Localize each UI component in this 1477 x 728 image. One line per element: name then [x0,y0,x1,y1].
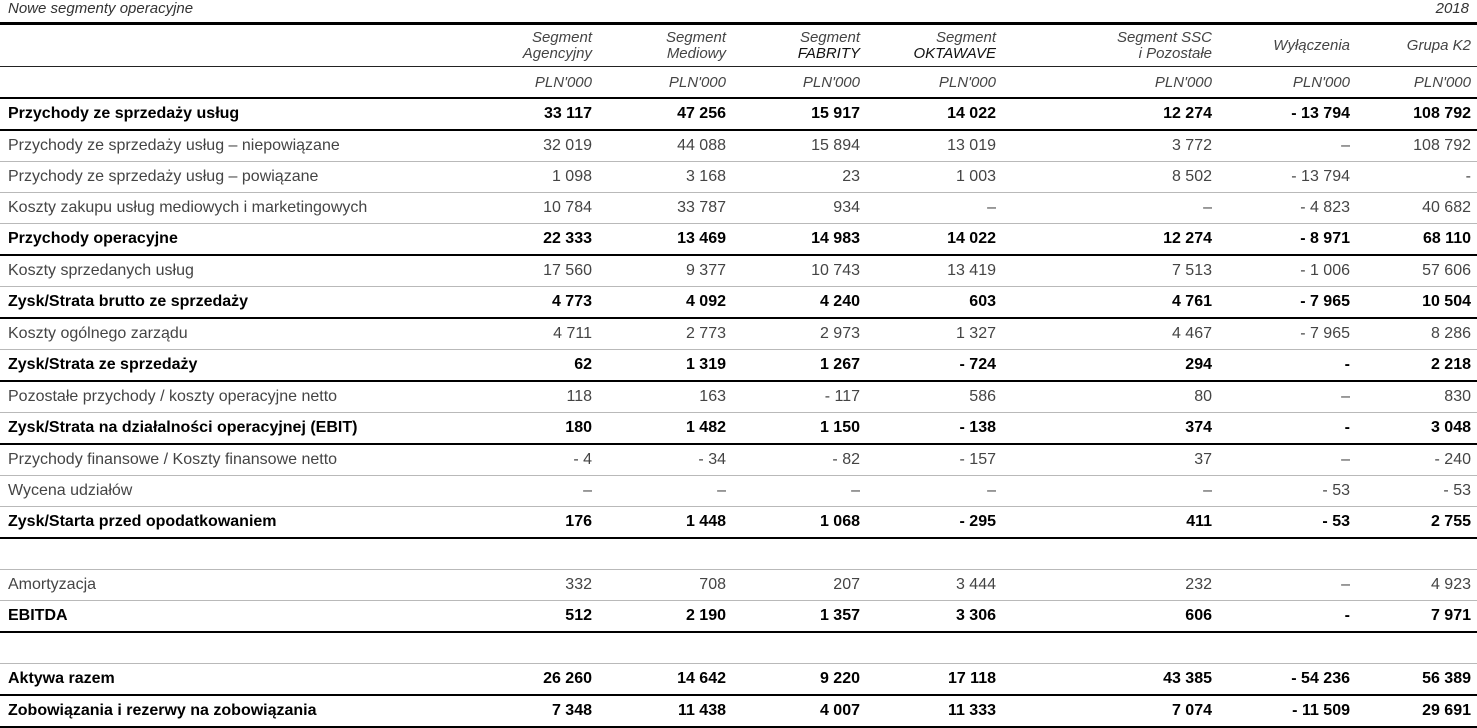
cell-value: 4 923 [1356,570,1477,601]
cell-value: 1 098 [470,162,598,193]
cell-value: - 53 [1218,476,1356,507]
cell-value: - 11 509 [1218,695,1356,727]
table-row [0,695,1477,727]
table-row [0,255,1477,287]
cell-value: 2 773 [598,318,732,350]
cell-value: 934 [732,193,866,224]
cell-value: 9 377 [598,255,732,287]
cell-value: 708 [598,570,732,601]
cell-value: 22 333 [470,224,598,256]
cell-value: 411 [1002,507,1218,539]
cell-value: – [866,193,1002,224]
cell-value: 29 691 [1356,695,1477,727]
row-label: Zysk/Strata brutto ze sprzedaży [0,287,470,319]
col-header-agencyjny: Segment Agencyjny [470,25,598,67]
table-body [0,98,1477,727]
cell-value: 4 467 [1002,318,1218,350]
unit-label: PLN'000 [470,67,598,99]
col-header-fabrity: Segment FABRITY [732,25,866,67]
table-row [0,318,1477,350]
cell-value: 14 022 [866,98,1002,130]
cell-value: 68 110 [1356,224,1477,256]
report-year: 2018 [1435,0,1469,17]
cell-value: - 7 965 [1218,287,1356,319]
cell-value: – [1002,193,1218,224]
cell-value: 15 917 [732,98,866,130]
table-row [0,664,1477,696]
cell-value: 108 792 [1356,98,1477,130]
cell-value: 80 [1002,381,1218,413]
cell-value: - 13 794 [1218,162,1356,193]
row-label: Zysk/Strata na działalności operacyjnej (EBIT) [0,413,470,445]
cell-value: 4 711 [470,318,598,350]
col-header-mediowy: Segment Mediowy [598,25,732,67]
cell-value: 7 074 [1002,695,1218,727]
cell-value: 26 260 [470,664,598,696]
cell-value: 1 448 [598,507,732,539]
cell-value: - 53 [1356,476,1477,507]
cell-value: – [866,476,1002,507]
cell-value: - 54 236 [1218,664,1356,696]
cell-value: 7 348 [470,695,598,727]
cell-value: 207 [732,570,866,601]
table-row [0,224,1477,256]
cell-value: - 34 [598,444,732,476]
report-title: Nowe segmenty operacyjne [8,0,194,17]
row-label: Amortyzacja [0,570,470,601]
unit-label: PLN'000 [866,67,1002,99]
cell-value: – [1218,444,1356,476]
cell-value: - 4 823 [1218,193,1356,224]
cell-value: 13 419 [866,255,1002,287]
cell-value: - 7 965 [1218,318,1356,350]
spacer-row [0,632,1477,664]
row-label: Przychody ze sprzedaży usług [0,98,470,130]
cell-value: 9 220 [732,664,866,696]
cell-value: 512 [470,601,598,633]
cell-value: – [732,476,866,507]
cell-value: 176 [470,507,598,539]
table-row [0,413,1477,445]
cell-value: 1 327 [866,318,1002,350]
cell-value: – [1218,381,1356,413]
cell-value: 118 [470,381,598,413]
cell-value: 4 761 [1002,287,1218,319]
cell-value: 33 117 [470,98,598,130]
cell-value: - [1218,601,1356,633]
table-row [0,444,1477,476]
table-row [0,476,1477,507]
table-row [0,381,1477,413]
cell-value: 586 [866,381,1002,413]
row-label: Koszty zakupu usług mediowych i marketingowych [0,193,470,224]
col-header-wylaczenia: Wyłączenia [1218,25,1356,67]
cell-value: - 4 [470,444,598,476]
cell-value: 10 784 [470,193,598,224]
cell-value: 14 022 [866,224,1002,256]
row-label: Przychody ze sprzedaży usług – powiązane [0,162,470,193]
cell-value: 40 682 [1356,193,1477,224]
row-label: Przychody finansowe / Koszty finansowe netto [0,444,470,476]
table-row [0,98,1477,130]
cell-value: 294 [1002,350,1218,382]
unit-label: PLN'000 [1218,67,1356,99]
cell-value: 3 168 [598,162,732,193]
cell-value: 11 438 [598,695,732,727]
table-row [0,287,1477,319]
cell-value: 3 306 [866,601,1002,633]
cell-value: 603 [866,287,1002,319]
cell-value: 13 019 [866,130,1002,162]
segment-header-row [0,25,1477,67]
cell-value: 44 088 [598,130,732,162]
cell-value: 180 [470,413,598,445]
cell-value: - 117 [732,381,866,413]
cell-value: 56 389 [1356,664,1477,696]
cell-value: 32 019 [470,130,598,162]
cell-value: 14 983 [732,224,866,256]
cell-value: 1 319 [598,350,732,382]
cell-value: 14 642 [598,664,732,696]
cell-value: 7 513 [1002,255,1218,287]
cell-value: 23 [732,162,866,193]
row-label: Zysk/Strata ze sprzedaży [0,350,470,382]
row-label: Zobowiązania i rezerwy na zobowiązania [0,695,470,727]
cell-value: 3 772 [1002,130,1218,162]
cell-value: 1 267 [732,350,866,382]
cell-value: – [1218,130,1356,162]
cell-value: - 724 [866,350,1002,382]
cell-value: 108 792 [1356,130,1477,162]
unit-label: PLN'000 [598,67,732,99]
unit-row [0,67,1477,99]
table-row [0,570,1477,601]
cell-value: 11 333 [866,695,1002,727]
cell-value: – [1002,476,1218,507]
cell-value: 37 [1002,444,1218,476]
cell-value: 1 482 [598,413,732,445]
report-header [0,0,1477,25]
label-header [0,25,470,67]
col-header-oktawave: Segment OKTAWAVE [866,25,1002,67]
cell-value: – [598,476,732,507]
cell-value: – [470,476,598,507]
row-label: EBITDA [0,601,470,633]
cell-value: - [1356,162,1477,193]
cell-value: 7 971 [1356,601,1477,633]
cell-value: 2 755 [1356,507,1477,539]
cell-value: 4 240 [732,287,866,319]
cell-value: 2 190 [598,601,732,633]
cell-value: 1 150 [732,413,866,445]
cell-value: 606 [1002,601,1218,633]
cell-value: 12 274 [1002,98,1218,130]
cell-value: 1 357 [732,601,866,633]
cell-value: 830 [1356,381,1477,413]
cell-value: 163 [598,381,732,413]
cell-value: - 240 [1356,444,1477,476]
cell-value: 3 444 [866,570,1002,601]
cell-value: – [1218,570,1356,601]
table-row [0,162,1477,193]
cell-value: 47 256 [598,98,732,130]
cell-value: 4 007 [732,695,866,727]
cell-value: 1 068 [732,507,866,539]
cell-value: 1 003 [866,162,1002,193]
cell-value: - 82 [732,444,866,476]
cell-value: 10 504 [1356,287,1477,319]
cell-value: 15 894 [732,130,866,162]
unit-label: PLN'000 [1002,67,1218,99]
row-label: Przychody operacyjne [0,224,470,256]
row-label: Koszty ogólnego zarządu [0,318,470,350]
table-row [0,193,1477,224]
row-label: Wycena udziałów [0,476,470,507]
cell-value: 8 286 [1356,318,1477,350]
table-row [0,130,1477,162]
cell-value: - [1218,350,1356,382]
cell-value: 17 118 [866,664,1002,696]
table-row [0,507,1477,539]
cell-value: 2 218 [1356,350,1477,382]
cell-value: - 8 971 [1218,224,1356,256]
cell-value: - [1218,413,1356,445]
cell-value: 33 787 [598,193,732,224]
col-header-grupa-k2: Grupa K2 [1356,25,1477,67]
cell-value: - 157 [866,444,1002,476]
row-label: Pozostałe przychody / koszty operacyjne netto [0,381,470,413]
row-label: Aktywa razem [0,664,470,696]
cell-value: 4 773 [470,287,598,319]
unit-label: PLN'000 [732,67,866,99]
cell-value: - 13 794 [1218,98,1356,130]
cell-value: 8 502 [1002,162,1218,193]
table-row [0,350,1477,382]
segments-table [0,25,1477,728]
cell-value: 13 469 [598,224,732,256]
col-header-ssc: Segment SSC i Pozostałe [1002,25,1218,67]
cell-value: 332 [470,570,598,601]
cell-value: 17 560 [470,255,598,287]
cell-value: 374 [1002,413,1218,445]
cell-value: 3 048 [1356,413,1477,445]
cell-value: 4 092 [598,287,732,319]
cell-value: 10 743 [732,255,866,287]
row-label: Przychody ze sprzedaży usług – niepowiązane [0,130,470,162]
cell-value: - 1 006 [1218,255,1356,287]
cell-value: - 295 [866,507,1002,539]
row-label: Koszty sprzedanych usług [0,255,470,287]
cell-value: 43 385 [1002,664,1218,696]
cell-value: 232 [1002,570,1218,601]
cell-value: 12 274 [1002,224,1218,256]
table-row [0,601,1477,633]
cell-value: 62 [470,350,598,382]
cell-value: 2 973 [732,318,866,350]
row-label: Zysk/Starta przed opodatkowaniem [0,507,470,539]
unit-label: PLN'000 [1356,67,1477,99]
cell-value: - 53 [1218,507,1356,539]
cell-value: - 138 [866,413,1002,445]
spacer-row [0,538,1477,570]
cell-value: 57 606 [1356,255,1477,287]
